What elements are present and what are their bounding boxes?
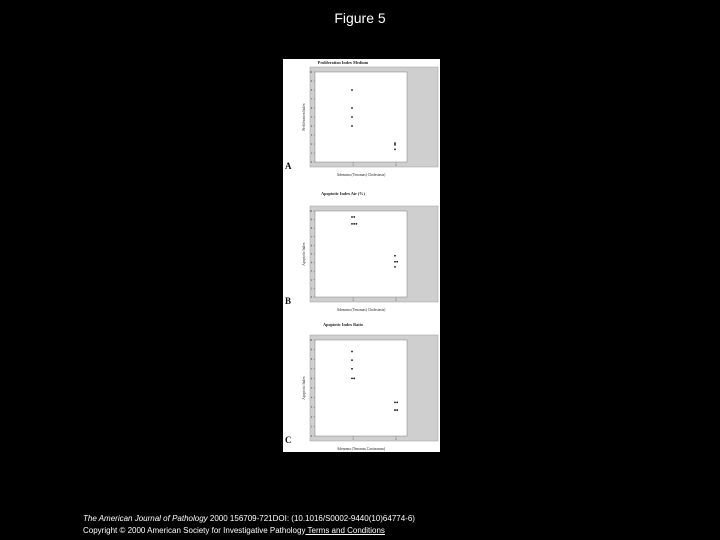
panel-b-ytick-label: 9 — [310, 218, 312, 222]
panel-b-xlabel: Adenoma (Tenomas) Cholestasis) — [336, 308, 386, 312]
citation-text: 2000 156709-721DOI: (10.1016/S0002-9440(10)64774-6) — [207, 514, 415, 523]
panel-c-ytick-label: 5 — [310, 387, 312, 390]
panel-a-ytick-label: 2 — [310, 143, 312, 146]
panel-c-data-point — [396, 409, 398, 411]
panel-c-data-point — [351, 368, 353, 370]
panel-b-data-point — [396, 261, 398, 263]
panel-a-title: Proliferation Index Medium — [317, 60, 369, 65]
panel-b-ytick-label: 8 — [310, 227, 312, 231]
panel-b-data-point — [394, 266, 396, 268]
panel-a-data-point — [351, 89, 353, 91]
panel-c-xtick-label: 1 — [352, 438, 354, 441]
panel-b-xtick-label: 1 — [352, 299, 354, 302]
panel-a-data-point — [394, 142, 396, 144]
panel-c-xtick-label: 2 — [395, 438, 397, 441]
panel-b-ytick-label: 3 — [310, 270, 312, 274]
panel-b-data-point — [394, 261, 396, 263]
panel-c-ytick-label: 0 — [310, 435, 312, 438]
panel-c-ytick-label: 10 — [309, 339, 312, 342]
caption — [83, 513, 415, 537]
panel-b-data-point — [351, 216, 353, 218]
panel-c-ytick-label: 2 — [310, 415, 312, 419]
panel-a-ytick-label: 8 — [310, 89, 312, 92]
panel-a-ytick-label: 7 — [310, 98, 312, 101]
panel-c-data-point — [353, 378, 355, 380]
panel-a-ytick-label: 6 — [310, 107, 312, 110]
terms-link[interactable]: Terms and Conditions — [305, 526, 385, 535]
journal-name: The American Journal of Pathology — [83, 514, 208, 523]
panel-c-data-point — [351, 378, 353, 380]
figure-panels-svg — [283, 59, 440, 452]
panel-c-ytick-label: 1 — [310, 425, 312, 429]
panel-b-ytick-label: 10 — [309, 210, 312, 213]
panel-b-title: Apoptotic Index Air (%) — [321, 191, 365, 196]
panel-b-ytick-label: 0 — [310, 296, 312, 299]
figure-image — [283, 59, 440, 452]
panel-a-xlabel: Adenoma (Tenomas) Cholestasis) — [336, 173, 386, 177]
panel-a-ytick-label: 0 — [310, 161, 312, 164]
panel-c-data-point — [396, 402, 398, 404]
panel-a-ytick-label: 4 — [310, 125, 312, 128]
panel-a-ylabel: Proliferation Index — [302, 103, 306, 131]
panel-a-letter: A — [285, 161, 292, 171]
panel-c-ytick-label: 3 — [310, 406, 312, 410]
panel-b-ytick-label: 7 — [310, 235, 312, 239]
panel-a-ytick-label: 1 — [310, 152, 312, 155]
panel-b-data-point — [353, 216, 355, 218]
panel-c-xlabel: Adenoma (Tenomas Carcinomas) — [336, 447, 386, 451]
panel-c-data-point — [394, 409, 396, 411]
panel-a-data-point — [394, 144, 396, 146]
panel-c-letter: C — [285, 435, 292, 445]
panel-b-ylabel: Apoptotic Index — [302, 242, 306, 266]
panel-c-ytick-label: 8 — [310, 358, 312, 362]
panel-a-ytick-label: 5 — [310, 116, 312, 119]
panel-b-data-point — [353, 223, 355, 225]
panel-a-ytick-label: 9 — [310, 80, 312, 83]
panel-a-data-point — [351, 107, 353, 109]
panel-c-ytick-label: 4 — [310, 396, 312, 400]
panel-c-data-point — [394, 402, 396, 404]
panel-c-ytick-label: 9 — [310, 348, 312, 352]
panel-a-data-point — [351, 125, 353, 127]
panel-a-xtick-label: 1 — [352, 164, 354, 167]
panel-c-ytick-label: 7 — [310, 367, 312, 371]
panel-b-inner-plot — [315, 211, 407, 297]
copyright-text: Copyright © 2000 American Society for Investigative Pathology — [83, 526, 306, 535]
panel-a-ytick-label: 10 — [309, 71, 312, 74]
panel-b-data-point — [351, 223, 353, 225]
panel-b-ytick-label: 5 — [310, 253, 312, 256]
panel-b-ytick-label: 2 — [310, 278, 312, 282]
panel-c-ylabel: Apoptotic Index — [302, 376, 306, 400]
panel-a-xtick-label: 2 — [395, 164, 397, 167]
panel-b-data-point — [394, 255, 396, 257]
panel-b-letter: B — [285, 296, 292, 306]
panel-a-ytick-label: 3 — [310, 134, 312, 137]
panel-b-ytick-label: 4 — [310, 261, 312, 265]
panel-a-inner-plot — [315, 72, 407, 162]
panel-a-data-point — [394, 149, 396, 151]
panel-a-data-point — [351, 116, 353, 118]
panel-b-data-point — [356, 223, 358, 225]
panel-c-data-point — [351, 359, 353, 361]
figure-title: Figure 5 — [334, 10, 386, 26]
panel-c-data-point — [351, 351, 353, 353]
caption-line-2 — [83, 525, 415, 537]
panel-b-ytick-label: 1 — [310, 287, 312, 291]
panel-c-title: Apoptotic Index Ratio — [323, 322, 363, 327]
panel-c-ytick-label: 6 — [310, 377, 312, 381]
panel-b-xtick-label: 2 — [395, 299, 397, 302]
panel-c-inner-plot — [315, 340, 407, 436]
caption-line-1 — [83, 513, 415, 525]
panel-b-ytick-label: 6 — [310, 244, 312, 248]
